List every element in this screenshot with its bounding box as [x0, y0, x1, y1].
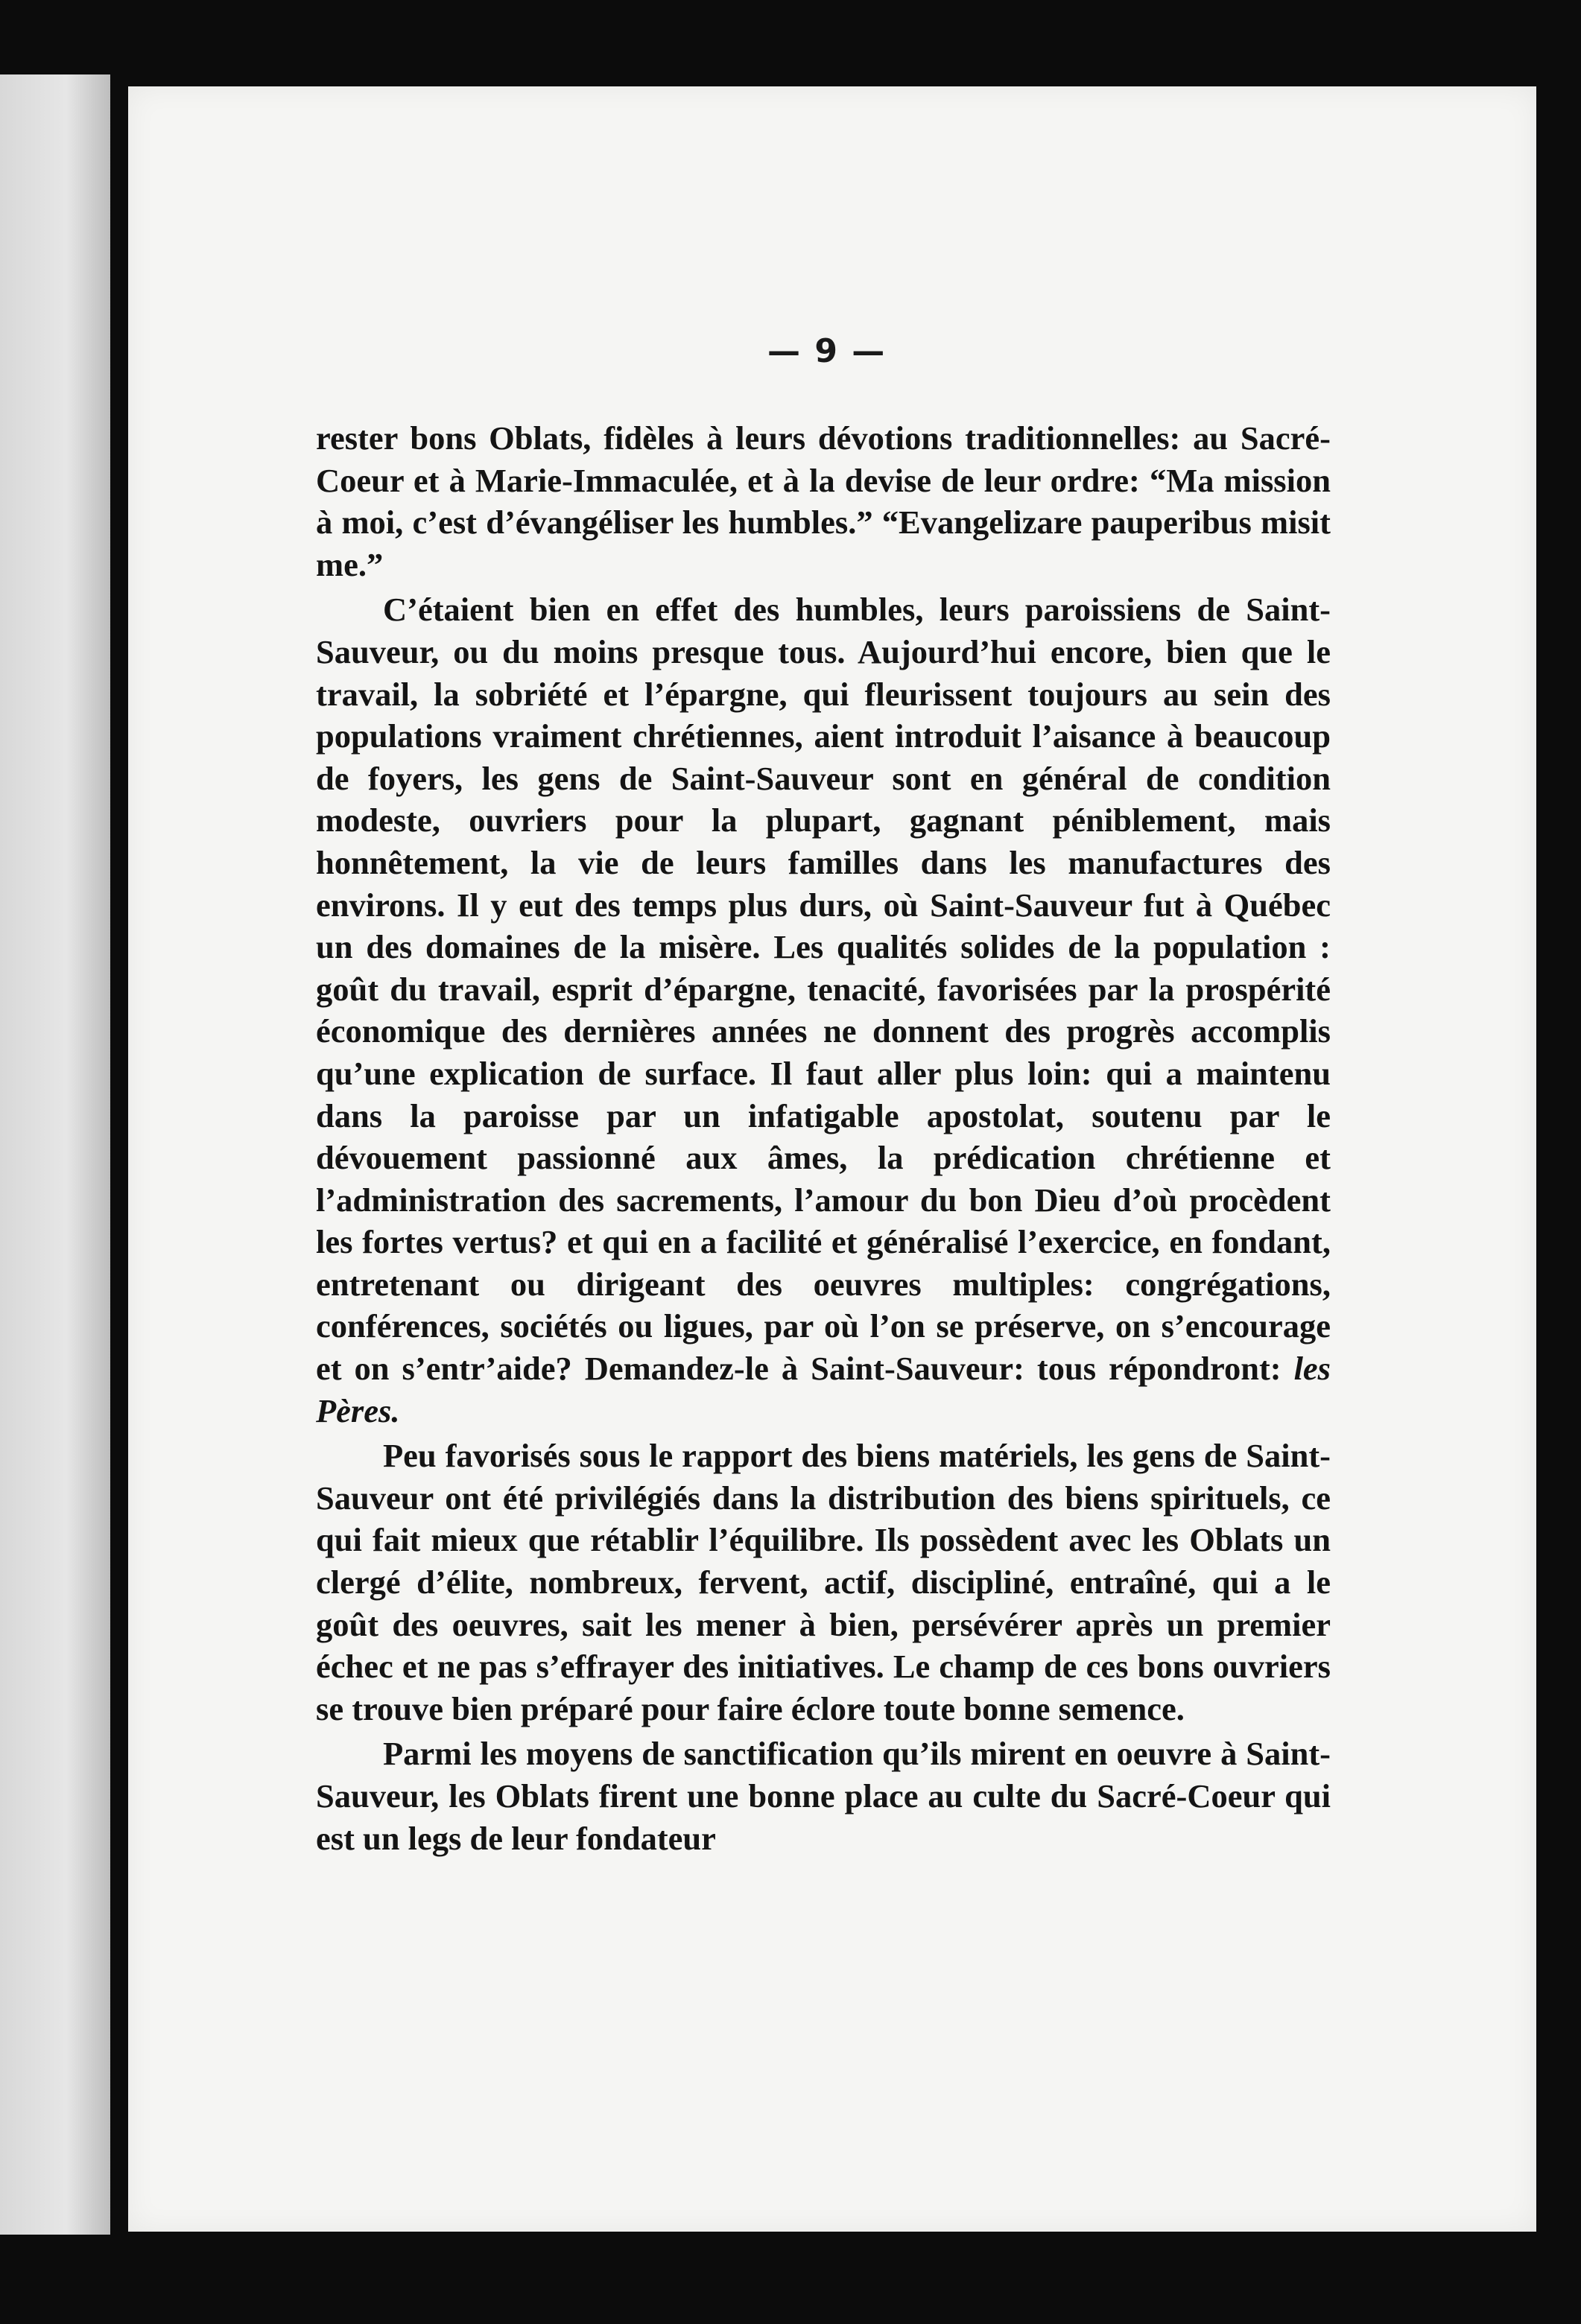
paragraph-text: Parmi les moyens de sanctification qu’ils mirent en oeuvre à Saint-Sauveur, les Oblats firent une bonne place au culte du Sacré-Coeur qui est un legs de leur fondateur	[316, 1735, 1331, 1857]
emphasized-text: les Pères.	[316, 1350, 1331, 1429]
paragraph-text: C’étaient bien en effet des humbles, leurs paroissiens de Saint-Sauveur, ou du moins presque tous. Aujourd’hui encore, bien que le travail, la sobriété et l’épargne, qui fleurissent toujours au sein des populations vraiment chrétiennes, aient introduit l’aisance à beaucoup de foyers, les gens de Saint-Sauveur sont en général de condition modeste, ouvriers pour la plupart, gagnant péniblement, mais honnêtement, la vie de leurs familles dans les manufactures des environs. Il y eut des temps plus durs, où Saint-Sauveur fut à Québec un des domaines de la misère. Les qualités solides de la population : goût du travail, esprit d’épargne, tenacité, favorisées par la prospérité économique des dernières années ne donnent des progrès accomplis qu’une explication de surface. Il faut aller plus loin: qui a maintenu dans la paroisse par un infatigable apostolat, soutenu par le dévouement passionné aux âmes, la prédication chrétienne et l’administration des sacrements, l’amour du bon Dieu d’où procèdent les fortes vertus? et qui en a facilité et généralisé l’exercice, en fondant, entretenant ou dirigeant des oeuvres multiples: congrégations, conférences, sociétés ou ligues, par où l’on se préserve, on s’encourage et on s’entr’aide? Demandez-le à Saint-Sauveur: tous répondront:	[316, 591, 1331, 1388]
paragraph	[316, 417, 1331, 585]
body-text	[316, 417, 1331, 1859]
paragraph	[316, 588, 1331, 1432]
paragraph-text: Peu favorisés sous le rapport des biens matériels, les gens de Saint-Sauveur ont été privilégiés dans la distribution des biens spirituels, ce qui fait mieux que rétablir l’équilibre. Ils possèdent avec les Oblats un clergé d’élite, nombreux, fervent, actif, discipliné, entraîné, qui a le goût des oeuvres, sait les mener à bien, persévérer après un premier échec et ne pas s’effrayer des initiatives. Le champ de ces bons ouvriers se trouve bien préparé pour faire éclore toute bonne semence.	[316, 1437, 1331, 1727]
adjacent-page-edge	[0, 74, 110, 2235]
paragraph	[316, 1733, 1331, 1859]
page-number: — 9 —	[767, 332, 887, 370]
paragraph	[316, 1435, 1331, 1730]
paragraph-text: rester bons Oblats, fidèles à leurs dévotions traditionnelles: au Sacré-Coeur et à Marie-Immaculée, et à la devise de leur ordre: “Ma mission à moi, c’est d’évangéliser les humbles.” “Evangelizare pauperibus misit me.”	[316, 419, 1331, 583]
